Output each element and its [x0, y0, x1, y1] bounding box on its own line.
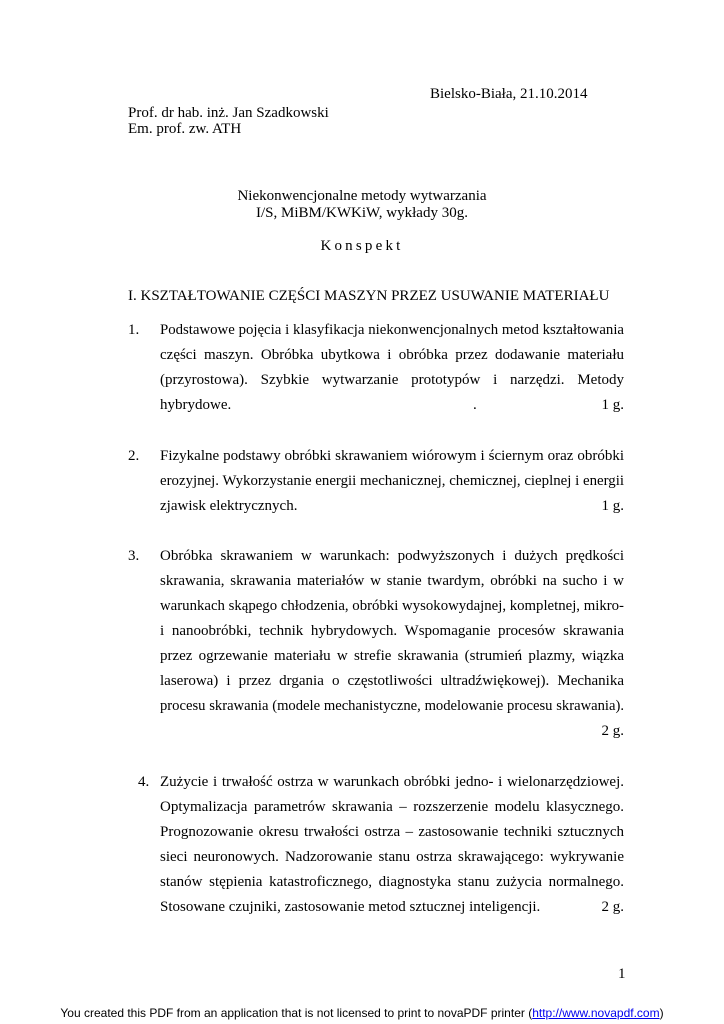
- item-line: Obróbka skrawaniem w warunkach: podwyższonych i dużych prędkości: [160, 548, 624, 564]
- item-line: Stosowane czujniki, zastosowanie metod sztucznej inteligencji.: [160, 899, 541, 915]
- item-last-line: [160, 397, 624, 422]
- page-number: 1: [618, 966, 626, 982]
- section-title: I. KSZTAŁTOWANIE CZĘŚCI MASZYN PRZEZ USUWANIE MATERIAŁU: [128, 288, 610, 304]
- item-line: przez ogrzewanie materiału w strefie skrawania (strumień plazmy, wiązka: [160, 648, 624, 664]
- item-line: Optymalizacja parametrów skrawania – rozszerzenie modelu klasycznego.: [160, 799, 624, 815]
- course-title: Niekonwencjonalne metody wytwarzania: [237, 188, 487, 204]
- item-number: 4.: [138, 774, 150, 790]
- item-line: Podstawowe pojęcia i klasyfikacja niekonwencjonalnych metod kształtowania: [160, 322, 624, 338]
- item-line: Zużycie i trwałość ostrza w warunkach obróbki jedno- i wielonarzędziowej.: [160, 774, 624, 790]
- item-number: 3.: [128, 548, 140, 564]
- list-item: [160, 448, 624, 523]
- item-line: zjawisk elektrycznych.: [160, 498, 298, 514]
- item-line: Fizykalne podstawy obróbki skrawaniem wiórowym i ściernym oraz obróbki: [160, 448, 624, 464]
- item-hours: 2 g.: [601, 723, 624, 739]
- item-line: stanów stępienia katastroficznego, diagnostyka stanu zużycia normalnego.: [160, 874, 624, 890]
- item-line: warunkach skąpego chłodzenia, obróbki wysokowydajnej, kompletnej, mikro-: [160, 598, 624, 614]
- item-hours: 2 g.: [601, 899, 624, 915]
- novapdf-link[interactable]: http://www.novapdf.com: [532, 1006, 660, 1020]
- document-type-heading: Konspekt: [320, 238, 404, 254]
- list-item: [160, 774, 624, 924]
- author-title: Em. prof. zw. ATH: [128, 121, 242, 137]
- list-item: [160, 548, 624, 748]
- pdf-license-footer: [0, 1006, 724, 1020]
- item-line: erozyjnej. Wykorzystanie energii mechanicznej, chemicznej, cieplnej i energii: [160, 473, 624, 489]
- item-line: i nanoobróbki, technik hybrydowych. Wspomaganie procesów skrawania: [160, 623, 624, 639]
- place-date: Bielsko-Biała, 21.10.2014: [430, 86, 588, 102]
- item-line: Prognozowanie okresu trwałości ostrza – zastosowanie techniki sztucznych: [160, 824, 624, 840]
- item-line: części maszyn. Obróbka ubytkowa i obróbka przez dodawanie materiału: [160, 347, 624, 363]
- item-line: hybrydowe.: [160, 397, 232, 413]
- item-hours: 1 g.: [601, 397, 624, 413]
- footer-text: You created this PDF from an application that is not licensed to print to novaPDF printer (: [60, 1006, 533, 1020]
- footer-text-end: ): [659, 1006, 664, 1020]
- item-last-line: [160, 899, 624, 924]
- course-info: I/S, MiBM/KWKiW, wykłady 30g.: [256, 205, 468, 221]
- item-line: sieci neuronowych. Nadzorowanie stanu ostrza skrawającego: wykrywanie: [160, 849, 624, 865]
- list-item: [160, 322, 624, 422]
- item-line: procesu skrawania (modele mechanistyczne, modelowanie procesu skrawania).: [160, 698, 624, 714]
- item-number: 2.: [128, 448, 140, 464]
- item-hours: 1 g.: [601, 498, 624, 514]
- item-line: (przyrostowa). Szybkie wytwarzanie prototypów i narzędzi. Metody: [160, 372, 624, 388]
- item-last-line: [160, 498, 624, 523]
- author-name: Prof. dr hab. inż. Jan Szadkowski: [128, 105, 329, 121]
- item-line: skrawania, skrawania materiałów w stanie twardym, obróbki na sucho i w: [160, 573, 624, 589]
- item-number: 1.: [128, 322, 140, 338]
- item-line: laserowa) i przez drgania o częstotliwości ultradźwiękowej). Mechanika: [160, 673, 624, 689]
- item-dot: .: [473, 397, 477, 413]
